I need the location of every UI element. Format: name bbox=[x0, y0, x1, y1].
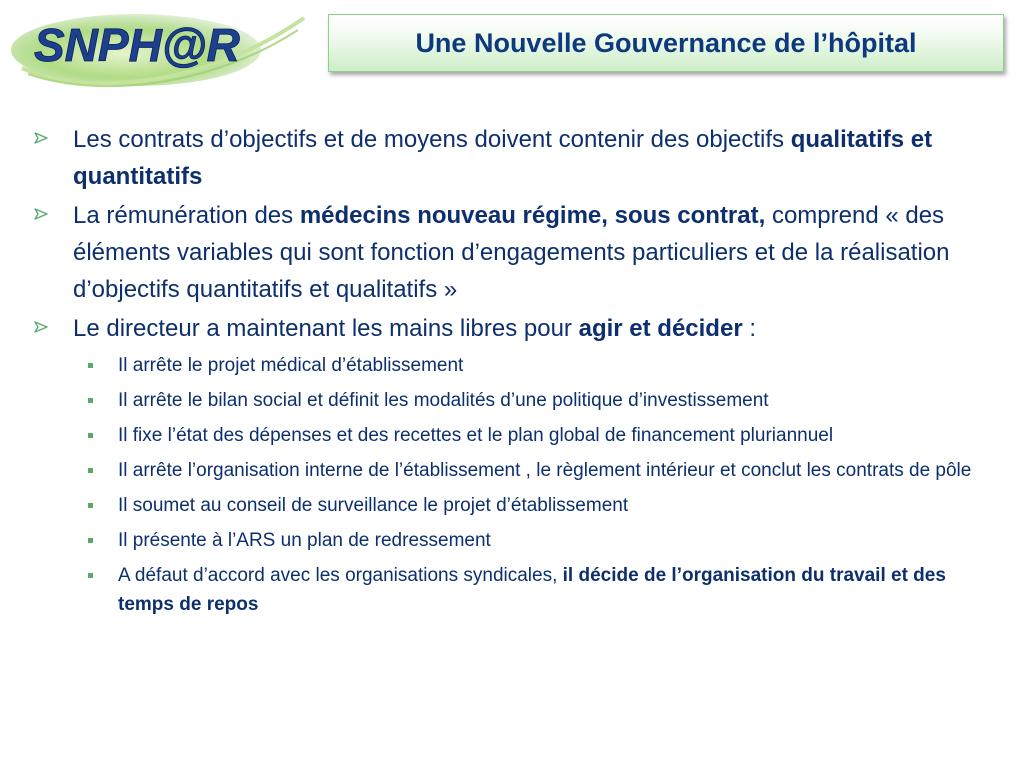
bullet-text-end: comprend « des éléments variables qui sont fonction d’engagements particuliers et de la réalisation d’objectifs quantitatifs et qualitatifs » bbox=[73, 202, 950, 303]
arrowhead-bullet-icon bbox=[34, 207, 48, 221]
bullet-item bbox=[34, 121, 1004, 195]
sub-bullet-item bbox=[34, 421, 1004, 450]
sub-bullet-item bbox=[34, 351, 1004, 380]
sub-bullet-text: Il fixe l’état des dépenses et des recettes et le plan global de financement pluriannuel bbox=[118, 425, 834, 446]
bullet-bold-text: agir et décider bbox=[578, 315, 743, 342]
page-title: Une Nouvelle Gouvernance de l’hôpital bbox=[415, 27, 917, 58]
bullet-bold-text: médecins nouveau régime, sous contrat, bbox=[299, 202, 766, 229]
sub-bullet-text: Il arrête le bilan social et définit les modalités d’une politique d’investissement bbox=[118, 390, 769, 411]
arrowhead-bullet-icon bbox=[34, 131, 48, 145]
logo-text: SNPH@R bbox=[34, 19, 240, 71]
sub-bullet-text: Il présente à l’ARS un plan de redressement bbox=[118, 530, 491, 551]
bullet-text-end: : bbox=[742, 315, 756, 342]
sub-bullet-item bbox=[34, 386, 1004, 415]
square-bullet-icon bbox=[88, 573, 93, 578]
sub-bullet-text: Il arrête l’organisation interne de l’établissement , le règlement intérieur et conclut les contrats de pôle bbox=[118, 460, 972, 481]
snphar-logo bbox=[8, 2, 308, 90]
title-banner bbox=[328, 14, 1004, 72]
bullet-bold-text: qualitatifs et quantitatifs bbox=[73, 126, 933, 190]
sub-bullet-item bbox=[34, 491, 1004, 520]
sub-bullet-text: Il soumet au conseil de surveillance le projet d’établissement bbox=[118, 495, 629, 516]
bullet-text: Les contrats d’objectifs et de moyens doivent contenir des objectifs bbox=[73, 126, 791, 153]
square-bullet-icon bbox=[88, 433, 93, 438]
square-bullet-icon bbox=[88, 363, 93, 368]
slide-body bbox=[34, 121, 1004, 625]
square-bullet-icon bbox=[88, 468, 93, 473]
sub-bullet-bold-text: il décide de l’organisation du travail et des temps de repos bbox=[118, 565, 946, 615]
arrowhead-bullet-icon bbox=[34, 320, 48, 334]
bullet-item bbox=[34, 197, 1004, 308]
square-bullet-icon bbox=[88, 538, 93, 543]
bullet-text: La rémunération des bbox=[73, 202, 300, 229]
sub-bullet-text: A défaut d’accord avec les organisations syndicales, bbox=[118, 565, 563, 586]
sub-bullet-item bbox=[34, 456, 1004, 485]
square-bullet-icon bbox=[88, 398, 93, 403]
bullet-text: Le directeur a maintenant les mains libres pour bbox=[73, 315, 579, 342]
sub-bullet-item bbox=[34, 561, 1004, 619]
sub-bullet-item bbox=[34, 526, 1004, 555]
bullet-item bbox=[34, 310, 1004, 347]
sub-bullet-text: Il arrête le projet médical d’établissement bbox=[118, 355, 464, 376]
square-bullet-icon bbox=[88, 503, 93, 508]
